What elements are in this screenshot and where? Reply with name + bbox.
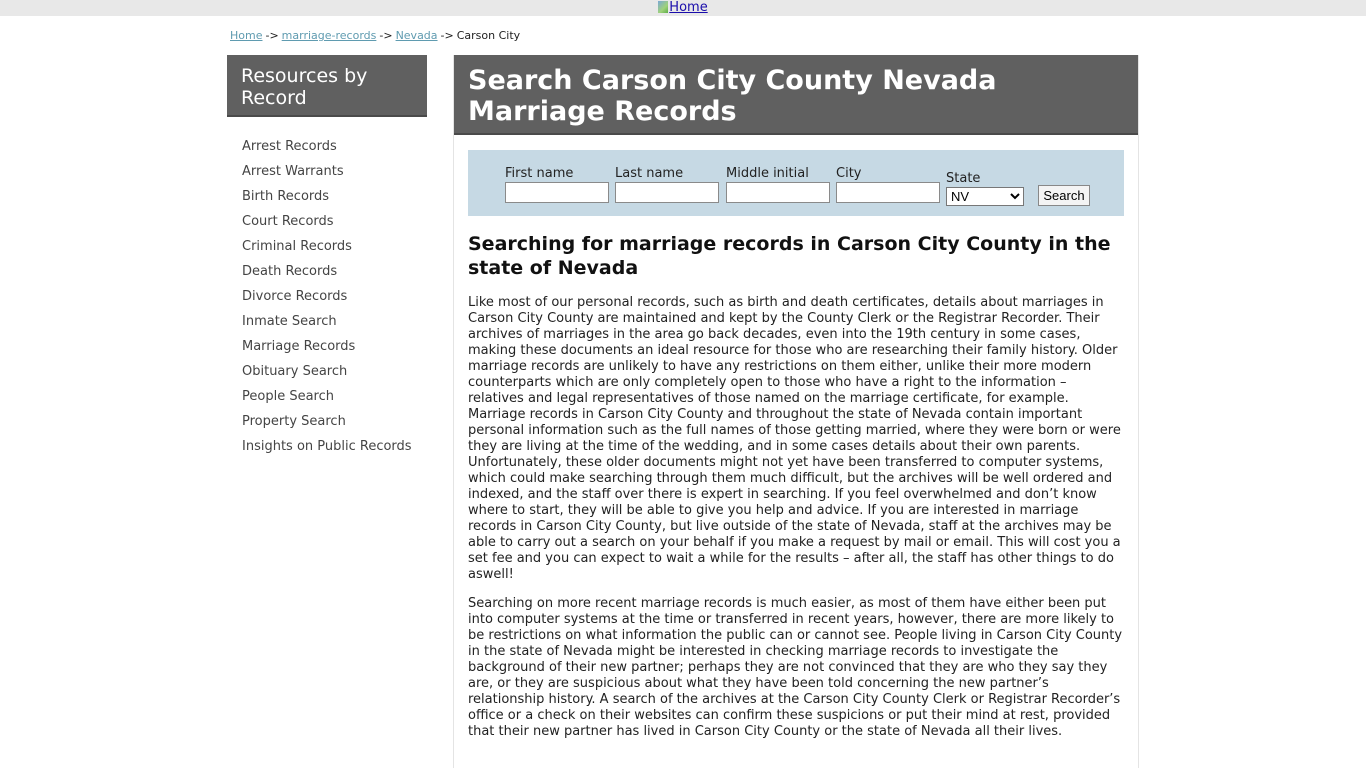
sidebar-link[interactable]: Obituary Search: [242, 364, 348, 379]
sidebar-link[interactable]: Marriage Records: [242, 339, 356, 354]
article-heading: Searching for marriage records in Carson City County in the state of Nevada: [468, 233, 1111, 279]
breadcrumb: [230, 29, 520, 42]
city-group: [836, 166, 940, 203]
page-title: Search Carson City County Nevada Marriage Records: [454, 55, 1138, 135]
sidebar-link[interactable]: Birth Records: [242, 189, 330, 204]
sidebar-link[interactable]: Property Search: [242, 414, 346, 429]
sidebar-item-inmate-search[interactable]: [242, 309, 427, 334]
breadcrumb-nevada[interactable]: Nevada: [395, 29, 438, 42]
last-name-group: [615, 166, 719, 203]
state-group: [946, 171, 1024, 206]
sidebar-item-death-records[interactable]: [242, 259, 427, 284]
breadcrumb-current: Carson City: [456, 29, 521, 42]
middle-initial-input[interactable]: [726, 182, 830, 203]
state-select[interactable]: [946, 187, 1024, 206]
sidebar-title: Resources by Record: [227, 55, 427, 117]
middle-initial-label: Middle initial: [726, 166, 809, 181]
breadcrumb-separator: ->: [265, 29, 279, 42]
broken-image-icon: [658, 1, 668, 13]
main-content: [453, 55, 1139, 768]
home-banner-label: Home: [669, 0, 708, 15]
sidebar-link[interactable]: Inmate Search: [242, 314, 337, 329]
article-paragraph-1: Like most of our personal records, such as birth and death certificates, details about marriages in Carson City County are maintained and kept by the County Clerk or the Registrar Recorder. Their archives of marriages in the area go back decades, even into the 19th century in some cases, making these documents an ideal resource for those who are researching their family history. Older marriage records are unlikely to have any restrictions on them either, unlike their more modern counterparts which are only completely open to those who have a right to the information – relatives and legal representatives of those named on the marriage certificate, for example. Marriage records in Carson City County and throughout the state of Nevada contain important personal information such as the full names of those getting married, where they were born or were they are living at the time of the wedding, and in some cases details about their own parents. Unfortunately, these older documents might not yet have been transferred to computer systems, which could make searching through them much difficult, but the archives will be well ordered and indexed, and the staff over there is expert in searching. If you feel overwhelmed and don’t know where to start, they will be able to give you help and advice. If you are interested in marriage records in Carson City County, but live outside of the state of Nevada, staff at the archives may be able to carry out a search on your behalf if you make a request by mail or email. This will cost you a set fee and you can expect to wait a while for the results – after all, the staff has other things to do aswell!: [468, 295, 1121, 582]
last-name-input[interactable]: [615, 182, 719, 203]
sidebar-link[interactable]: Divorce Records: [242, 289, 348, 304]
first-name-label: First name: [505, 166, 574, 181]
sidebar-item-insights-public-records[interactable]: [242, 434, 427, 459]
sidebar-item-criminal-records[interactable]: [242, 234, 427, 259]
sidebar-item-property-search[interactable]: [242, 409, 427, 434]
sidebar-item-divorce-records[interactable]: [242, 284, 427, 309]
sidebar-link[interactable]: Criminal Records: [242, 239, 352, 254]
article: [454, 232, 1138, 740]
middle-initial-group: [726, 166, 830, 203]
search-form: [468, 150, 1124, 216]
article-paragraph-2: Searching on more recent marriage records is much easier, as most of them have either been put into computer systems at the time or transferred in recent years, however, there are more likely to be restrictions on what information the public can or cannot see. People living in Carson City County in the state of Nevada might be interested in checking marriage records to investigate the background of their new partner; perhaps they are not convinced that they are who they say they are, or they are suspicious about what they have been told concerning the new partner’s relationship history. A search of the archives at the Carson City County Clerk or Registrar Recorder’s office or a check on their websites can confirm these suspicions or put their mind at rest, provided that their new partner has lived in Carson City County or the state of Nevada all their lives.: [468, 596, 1123, 739]
breadcrumb-separator: ->: [440, 29, 454, 42]
sidebar-item-arrest-records[interactable]: [242, 134, 427, 159]
sidebar-item-arrest-warrants[interactable]: [242, 159, 427, 184]
first-name-input[interactable]: [505, 182, 609, 203]
home-banner-link[interactable]: [658, 0, 707, 15]
sidebar-link[interactable]: Arrest Warrants: [242, 164, 344, 179]
city-label: City: [836, 166, 862, 181]
breadcrumb-home[interactable]: Home: [230, 29, 263, 42]
last-name-label: Last name: [615, 166, 684, 181]
sidebar: [227, 55, 427, 459]
search-button[interactable]: Search: [1038, 185, 1090, 206]
sidebar-item-obituary-search[interactable]: [242, 359, 427, 384]
breadcrumb-separator: ->: [379, 29, 393, 42]
sidebar-item-people-search[interactable]: [242, 384, 427, 409]
sidebar-item-court-records[interactable]: [242, 209, 427, 234]
sidebar-link[interactable]: Death Records: [242, 264, 338, 279]
breadcrumb-marriage-records[interactable]: marriage-records: [281, 29, 377, 42]
sidebar-link[interactable]: People Search: [242, 389, 334, 404]
sidebar-link[interactable]: Court Records: [242, 214, 334, 229]
first-name-group: [505, 166, 609, 203]
sidebar-link[interactable]: Arrest Records: [242, 139, 337, 154]
sidebar-menu: [227, 117, 427, 459]
sidebar-link[interactable]: Insights on Public Records: [242, 439, 412, 454]
top-bar: [0, 0, 1366, 16]
city-input[interactable]: [836, 182, 940, 203]
sidebar-item-birth-records[interactable]: [242, 184, 427, 209]
sidebar-item-marriage-records[interactable]: [242, 334, 427, 359]
state-label: State: [946, 171, 981, 186]
